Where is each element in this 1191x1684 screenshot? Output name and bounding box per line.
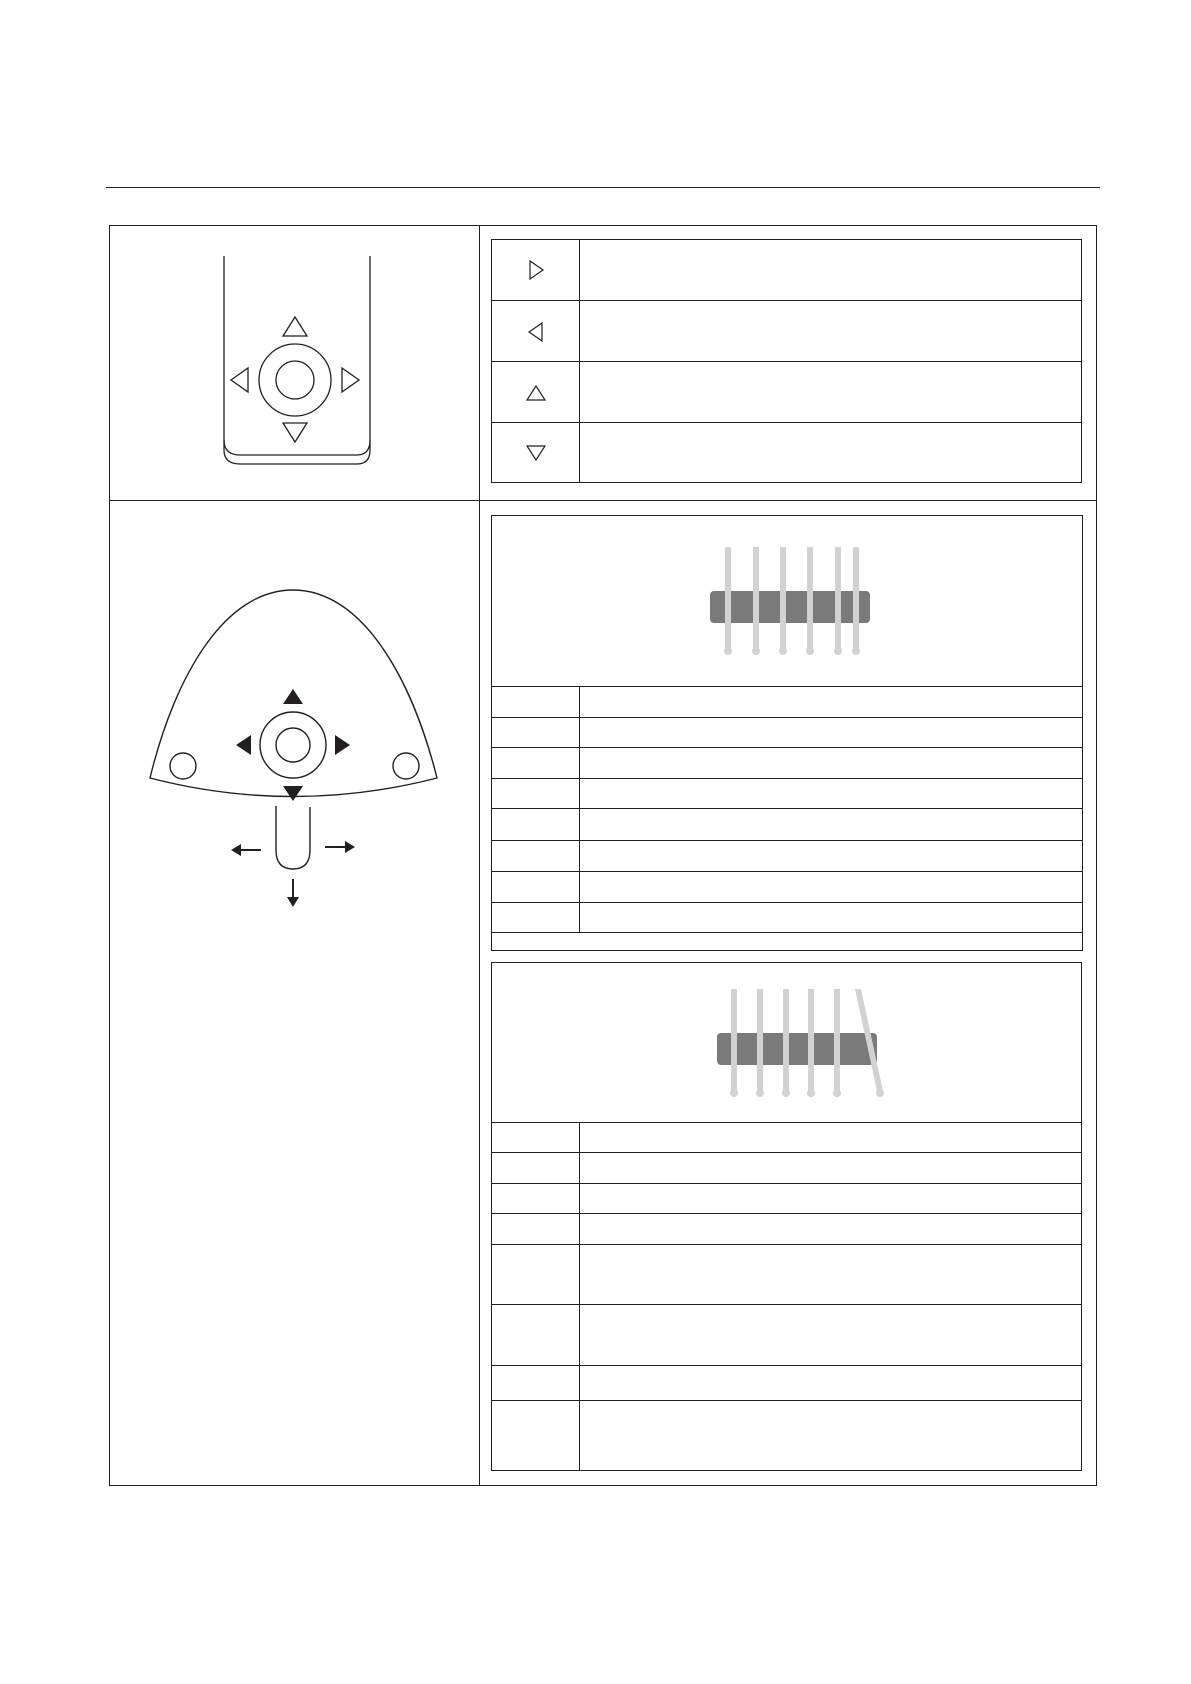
table-row (492, 1213, 1081, 1245)
right-arrow-icon (335, 735, 350, 755)
table-row (492, 1365, 1081, 1401)
row-description (580, 240, 1081, 300)
triangle-left-outline-icon (526, 321, 546, 343)
row-description (580, 301, 1081, 362)
connector-pins-bent-icon (687, 983, 887, 1103)
table-row (492, 1304, 1081, 1366)
triangle-right-outline-icon (526, 259, 546, 281)
connector-table-a (491, 515, 1083, 951)
triangle-up-outline-icon (525, 383, 547, 403)
right-button-icon (393, 753, 419, 779)
header-rule (106, 187, 1100, 188)
controls-table (491, 239, 1082, 483)
left-arrow-icon (231, 368, 248, 392)
table-row (492, 1400, 1081, 1471)
table-row (492, 240, 1081, 300)
slide-down-arrow-icon (287, 897, 299, 907)
column-divider (479, 225, 480, 1486)
table-row (492, 717, 1082, 748)
left-button-icon (170, 753, 196, 779)
row-description (580, 423, 1081, 483)
down-arrow-icon (283, 786, 303, 801)
up-arrow-icon (283, 689, 303, 704)
slide-right-arrow-icon (345, 841, 355, 853)
dome-controller-illustration (145, 585, 445, 915)
down-arrow-icon (283, 423, 307, 442)
table-row (492, 808, 1082, 841)
connector-image-cell (492, 516, 1082, 686)
remote-control-illustration (215, 250, 385, 470)
row-divider (109, 500, 1097, 501)
table-row (492, 686, 1082, 718)
table-row (492, 778, 1082, 809)
table-row (492, 1183, 1081, 1214)
table-row (492, 840, 1082, 872)
table-row (492, 361, 1081, 423)
slide-left-arrow-icon (231, 844, 241, 856)
right-arrow-icon (342, 368, 359, 392)
triangle-down-outline-icon (525, 443, 547, 463)
table-row (492, 871, 1082, 903)
connector-table-b (491, 962, 1082, 1471)
slider-handle-icon (276, 806, 310, 869)
table-row (492, 1122, 1081, 1153)
up-arrow-icon (283, 317, 307, 336)
table-row (492, 1244, 1081, 1305)
connector-image-cell (492, 963, 1081, 1122)
connector-pins-straight-icon (687, 541, 887, 661)
row-description (580, 362, 1081, 423)
table-row (492, 747, 1082, 779)
table-row (492, 1152, 1081, 1184)
left-arrow-icon (236, 735, 251, 755)
table-footer (492, 932, 1082, 953)
table-row (492, 300, 1081, 362)
table-row (492, 422, 1081, 483)
table-row (492, 902, 1082, 933)
